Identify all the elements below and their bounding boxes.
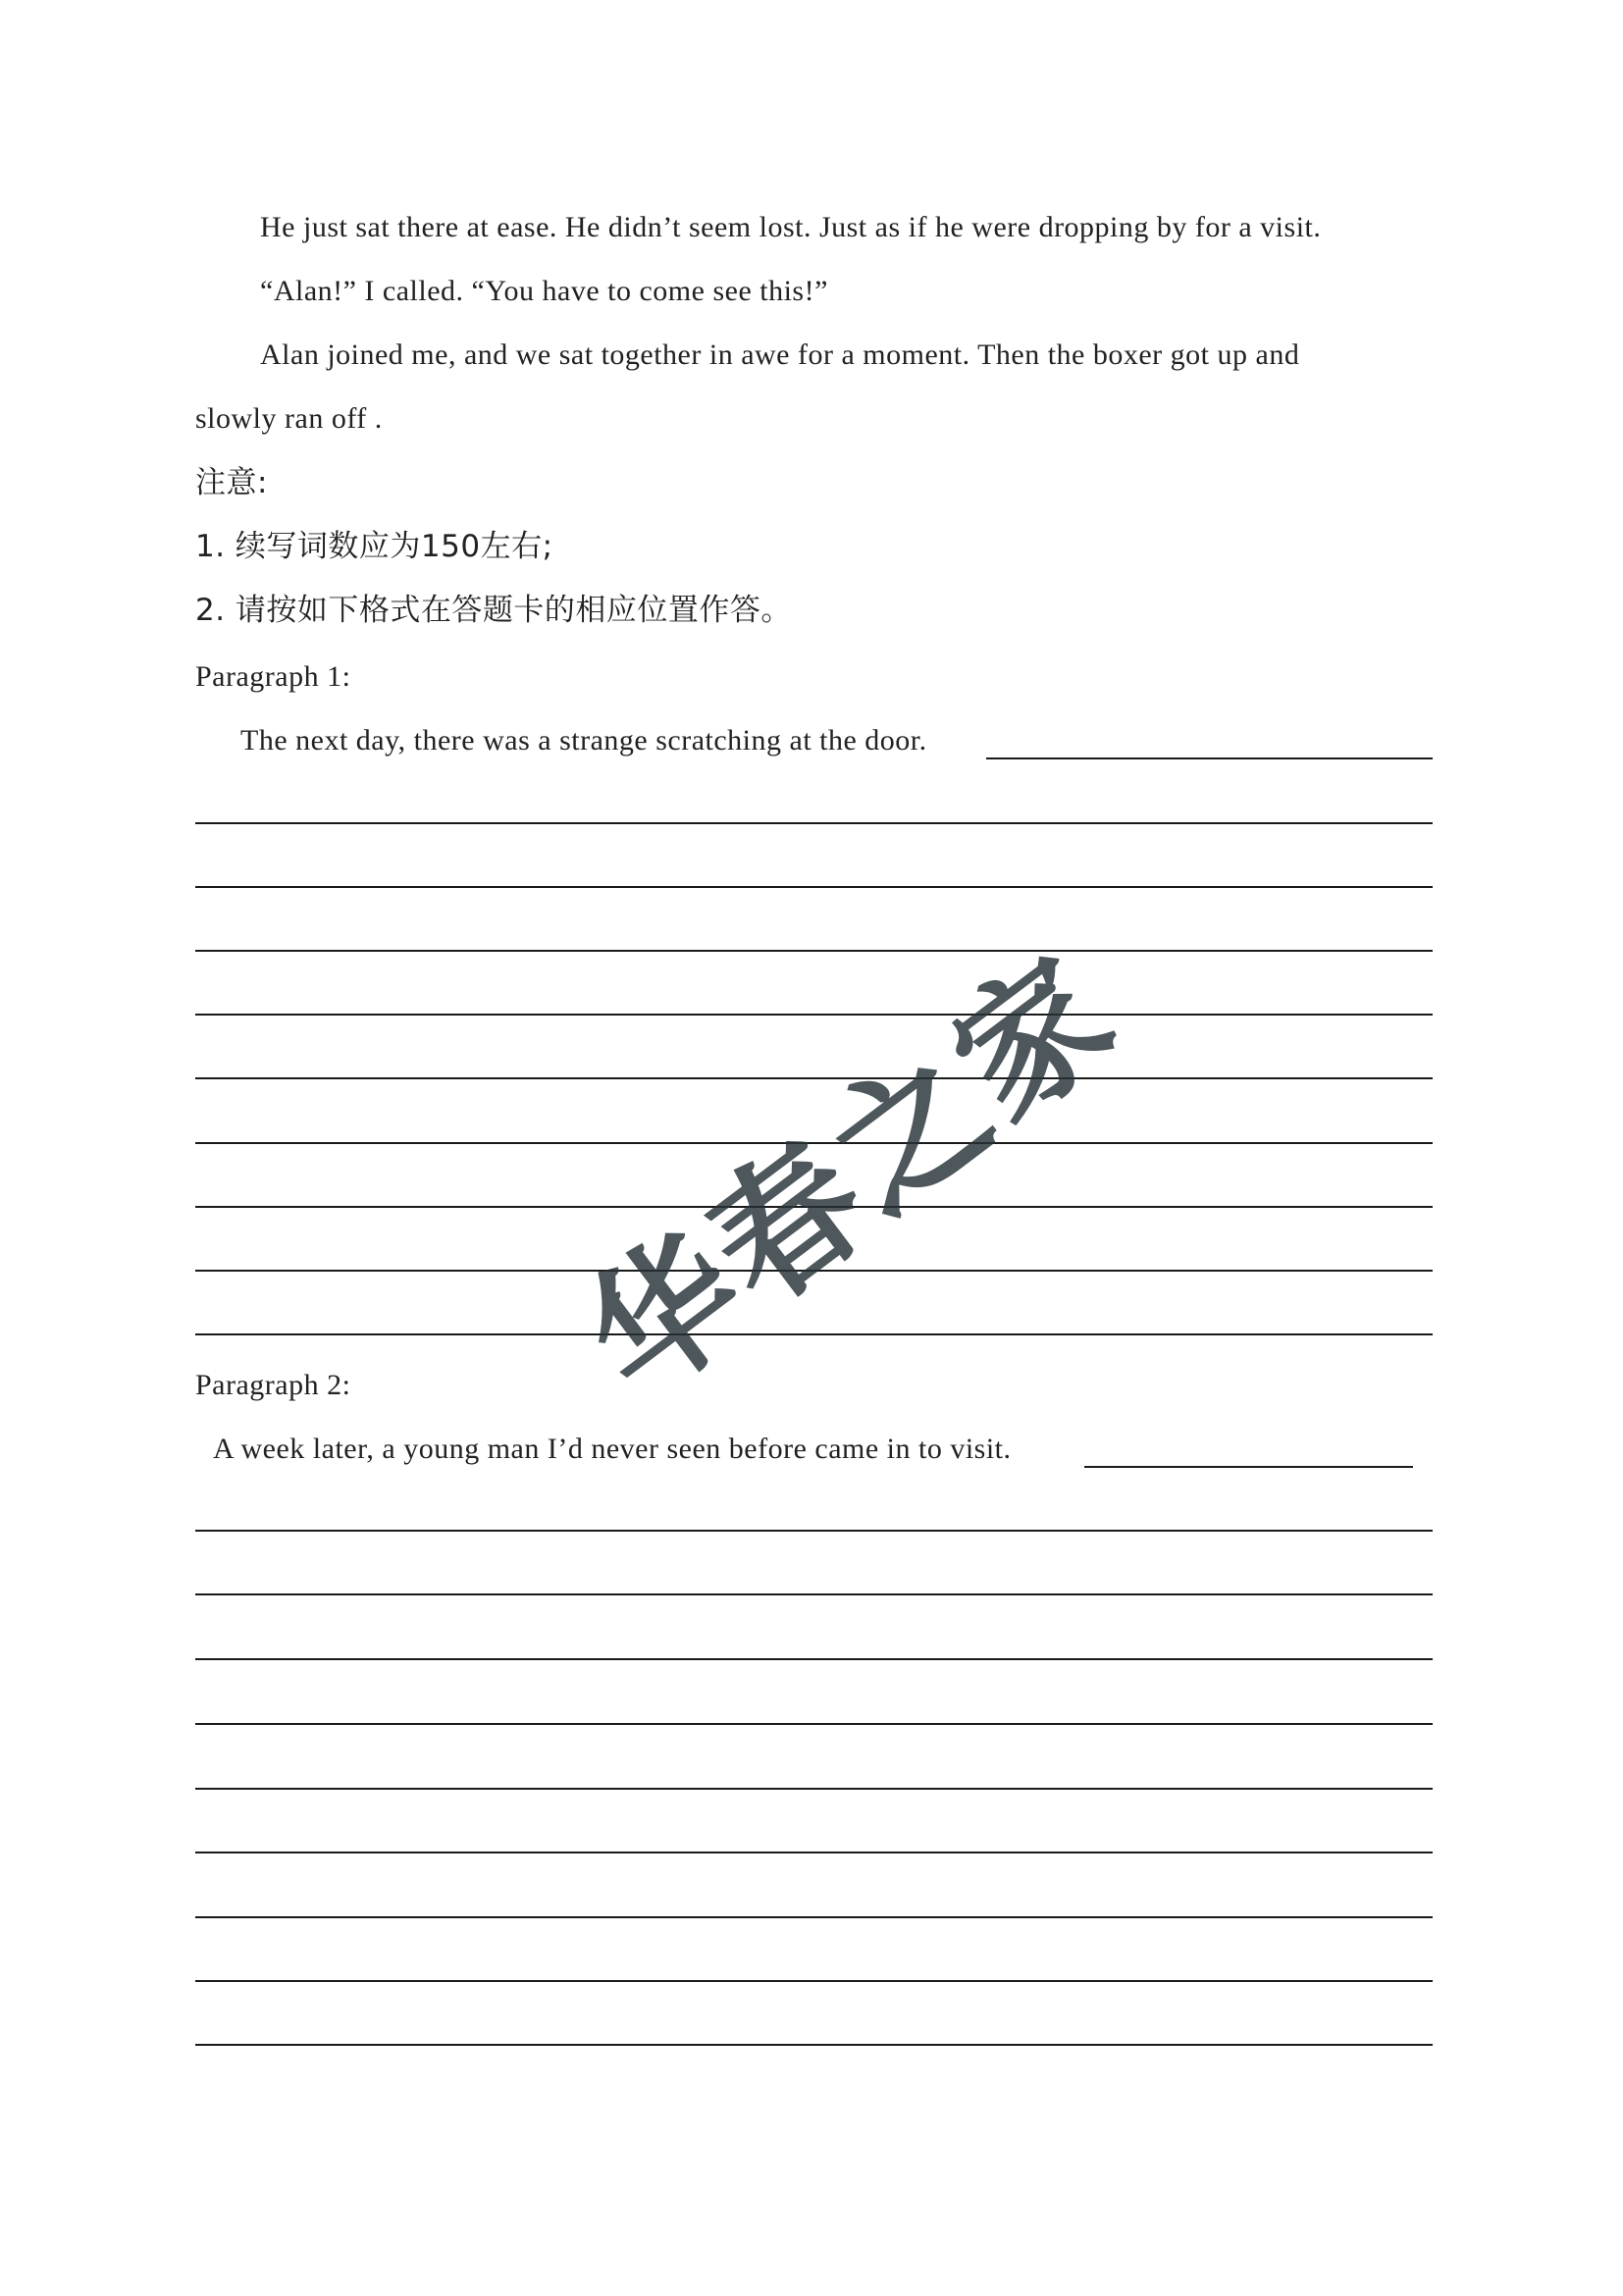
passage-line-3: Alan joined me, and we sat together in awe for a moment. Then the boxer got up and — [260, 339, 1300, 371]
passage-line-4: slowly ran off . — [195, 402, 383, 435]
paragraph-1-answer-line[interactable] — [195, 822, 1433, 824]
paragraph-2-opening: A week later, a young man I’d never seen before came in to visit. — [213, 1433, 1012, 1465]
paragraph-1-answer-line[interactable] — [195, 1270, 1433, 1272]
paragraph-1-answer-line[interactable] — [195, 1142, 1433, 1144]
paragraph-2-answer-line[interactable] — [195, 2044, 1433, 2046]
paragraph-2-answer-line[interactable] — [195, 1723, 1433, 1725]
paragraph-1-answer-line[interactable] — [195, 1333, 1433, 1335]
paragraph-2-answer-line[interactable] — [195, 1980, 1433, 1982]
notes-heading: 注意: — [195, 465, 268, 500]
passage-line-1: He just sat there at ease. He didn’t seem lost. Just as if he were dropping by for a visit. — [260, 211, 1322, 243]
paragraph-1-opening: The next day, there was a strange scratching at the door. — [240, 724, 927, 757]
paragraph-1-first-answer-line[interactable] — [986, 757, 1433, 759]
paragraph-2-answer-line[interactable] — [195, 1530, 1433, 1532]
paragraph-1-answer-line[interactable] — [195, 1206, 1433, 1208]
paragraph-2-answer-line[interactable] — [195, 1593, 1433, 1595]
paragraph-1-answer-line[interactable] — [195, 950, 1433, 952]
paragraph-1-label: Paragraph 1: — [195, 660, 351, 693]
paragraph-2-answer-line[interactable] — [195, 1916, 1433, 1918]
watermark-logo: 华春之家 — [555, 923, 1148, 1430]
paragraph-2-first-answer-line[interactable] — [1084, 1466, 1413, 1468]
paragraph-2-answer-line[interactable] — [195, 1658, 1433, 1660]
paragraph-2-answer-line[interactable] — [195, 1788, 1433, 1790]
paragraph-1-answer-line[interactable] — [195, 1077, 1433, 1079]
paragraph-1-answer-line[interactable] — [195, 886, 1433, 888]
paragraph-1-answer-line[interactable] — [195, 1014, 1433, 1016]
notes-item-1: 1. 续写词数应为150左右; — [195, 529, 553, 564]
notes-item-2: 2. 请按如下格式在答题卡的相应位置作答。 — [195, 593, 792, 628]
paragraph-2-answer-line[interactable] — [195, 1852, 1433, 1853]
paragraph-2-label: Paragraph 2: — [195, 1369, 351, 1401]
passage-line-2: “Alan!” I called. “You have to come see this!” — [260, 275, 828, 307]
